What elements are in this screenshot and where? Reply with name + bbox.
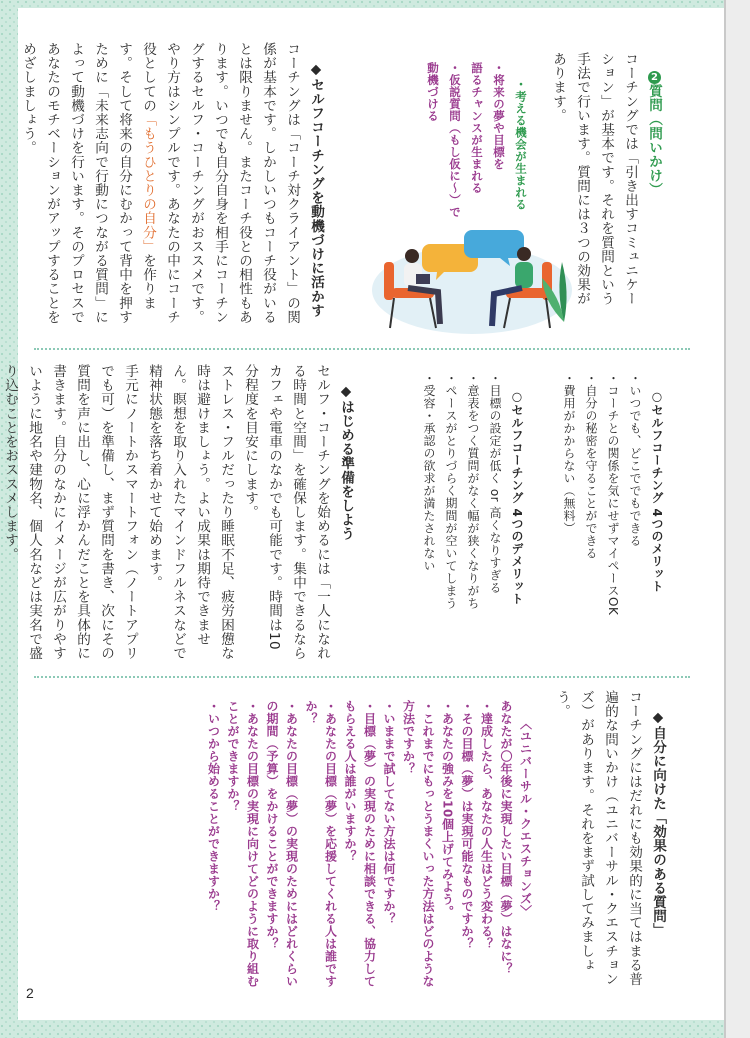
universal-questions (58, 700, 554, 992)
question-item: ・あなたの強みを10個上げてみよう。 (440, 700, 455, 918)
merit-item: ・自分の秘密を守ることができる (584, 372, 598, 560)
diamond-icon: ◆ (308, 61, 324, 78)
question-item: ・いままで試してない方法は何ですか？ (382, 700, 396, 925)
effective-questions-section (554, 690, 694, 990)
page-number: 2 (26, 985, 34, 1001)
question-item: ・あなたの目標の実現に向けてどのように取り組むことができますか？ (226, 700, 260, 988)
effect-item: ・考える機会が生まれる (514, 78, 528, 211)
effect-item: ・仮説質問（もし仮に〜）で 動機づける (426, 62, 462, 218)
preparation-body: 手元にノートかスマートフォン（ノートアプリでも可）を準備し、まず質問を書き、次にその質問を声に出し、心に浮かんだことを具体的に書きます。自分のなかにイメージが広がりやすいように地名や建物名、個人名などは実名で盛り込むことをおススメします。 (2, 364, 138, 661)
diamond-icon: ◆ (338, 383, 354, 400)
question-section (550, 52, 690, 310)
demerits-box (418, 372, 550, 632)
divider (34, 348, 690, 350)
universal-lead: あなたが〇年後に実現したい目標（夢）はなに？ (499, 700, 513, 975)
number-2-icon: 2 (649, 72, 660, 84)
universal-title: 〈ユニバーサル・クエスチョンズ〉 (518, 717, 533, 918)
preparation-heading: ◆はじめる準備をしよう (338, 383, 354, 541)
self-coaching-section (20, 42, 352, 332)
merits-box (560, 372, 690, 632)
demerit-item: ・ペースがとりづらく期間が空いてしまう (444, 372, 458, 610)
merits-heading: ○セルフコーチング 4つのメリット (650, 389, 664, 593)
question-heading: 2質問（問いかけ） (646, 72, 662, 198)
question-item: ・達成したら、あなたの人生はどう変わる？ (479, 700, 494, 950)
preparation-body: セルフ・コーチングを始めるには「一人になれる時間と空間」を確保します。集中できるならカフェや電車のなかでも可能です。時間は10分程度を目安にします。 (242, 364, 330, 661)
page-edge (724, 0, 750, 1038)
self-coaching-body-2b: を作ります。そして将来の自分にむかって背中を押すために「未来志向で行動につながる質問」によって動機づけを行います。そのプロセスであなたのモチベーションがアップすることをめざしましょう。 (20, 42, 156, 324)
effects-list (404, 62, 554, 230)
merit-item: ・コーチとの関係を気にせずマイペースOK (606, 372, 620, 616)
self-coaching-body: コーチングは「コーチ対クライアント」の関係が基本です。しかしいつもコーチ役がいるとは限りません。またコーチ役との相性もあります。いつでも自分自身を相手にコーチングするセルフ・コーチングがおススメです。 (188, 42, 300, 324)
demerit-item: ・意表をつく質問がなく幅が狭くなりがち (466, 372, 480, 610)
self-coaching-body-2a: やり方はシンプルです。あなたの中にコーチ役としての (140, 42, 180, 324)
question-item: ・いつから始めることができますか？ (206, 700, 221, 913)
merit-item: ・いつでも、どこででもできる (628, 372, 642, 547)
demerits-heading: ○セルフコーチング 4つのデメリット (510, 389, 524, 605)
question-item: ・あなたの目標（夢）の実現のためにはどれくらいの期間（予算）をかけることができますか？ (265, 700, 299, 988)
coaching-conversation-illustration (372, 222, 576, 336)
effective-questions-heading: ◆自分に向けた「効果のある質問」 (650, 709, 666, 938)
emphasis-text: 「もうひとりの自分」 (140, 112, 156, 254)
self-coaching-heading: ◆セルフコーチングを動機づけに活かす (308, 61, 324, 318)
merit-item: ・費用がかからない（無料） (562, 372, 576, 535)
question-body: コーチングでは「引き出すコミュニケーション」が基本です。それを質問という手法で行います。質問には３つの効果があります。 (550, 52, 638, 306)
question-item: ・これまでにもっとうまくいった方法はどのような方法ですか？ (401, 700, 435, 988)
diamond-icon: ◆ (650, 709, 666, 726)
demerit-item: ・目標の設定が低く or 高くなりすぎる (488, 372, 502, 594)
preparation-body: ストレス・フルだったり睡眠不足、疲労困憊な時は避けましょう。よい成果は期待できません。瞑想を取り入れたマインドフルネスなどで精神状態を落ち着かせて始めます。 (146, 364, 234, 661)
preparation-section (2, 364, 382, 664)
effect-item: ・将来の夢や目標を 語るチャンスが生まれる (470, 62, 506, 194)
question-item: ・あなたの目標（夢）を応援してくれる人は誰ですか？ (304, 700, 338, 988)
divider (34, 676, 690, 678)
question-item: ・その目標（夢）は実現可能なものですか？ (460, 700, 474, 950)
demerit-item: ・受容・承認の欲求が満たされない (422, 372, 436, 572)
effective-questions-body: コーチングにはだれにも効果的に当てはまる普遍的な問いかけ（ユニバーサル・クエスチョンズ）があります。それをまず試してみましょう。 (554, 690, 642, 987)
question-item: ・目標（夢）の実現のために相談できる、協力してもらえる人は誰がいますか？ (343, 700, 377, 988)
